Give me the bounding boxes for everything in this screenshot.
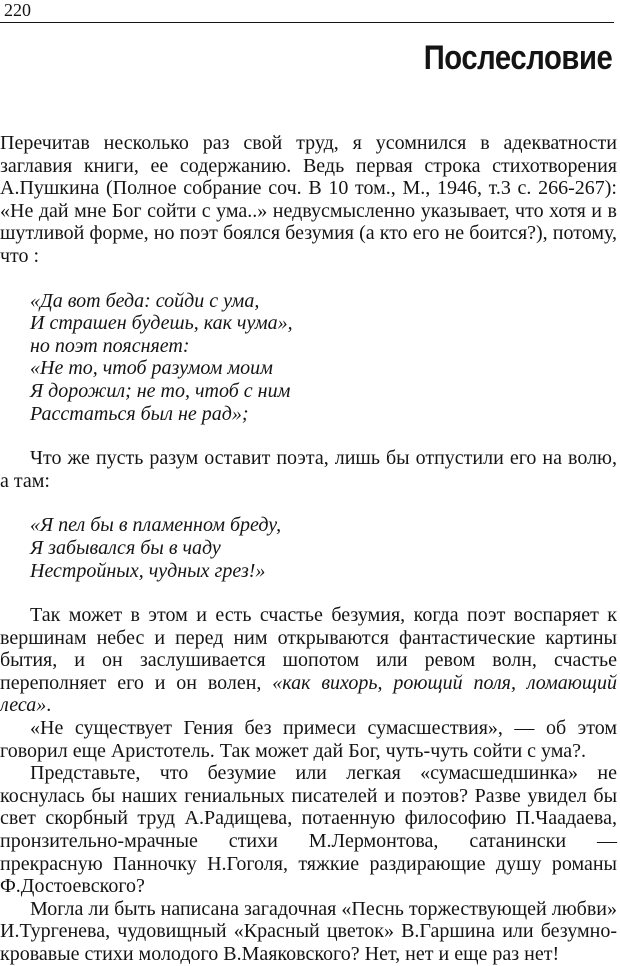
poem-line: но поэт поясняет: bbox=[30, 334, 190, 357]
poem-line: «Да вот беда: сойди с ума, bbox=[30, 289, 260, 312]
spacer bbox=[0, 582, 617, 604]
poem-quote-1 bbox=[0, 290, 617, 426]
poem-line: Я забывался бы в чаду bbox=[30, 536, 221, 559]
paragraph-3-quote: «как вихорь, роющий поля, ломающий леса» bbox=[0, 671, 617, 717]
chapter-title: Послесловие bbox=[423, 39, 612, 77]
paragraph-6: Могла ли быть написана загадочная «Песнь торжествующей любви» И.Тургенева, чудовищный «Красный цветок» В.Гаршина или безумно-кровавые стихи молодого В.Маяковского? Нет, нет и еще раз нет! bbox=[0, 897, 617, 965]
paragraph-3 bbox=[0, 604, 617, 717]
poem-line: Я дорожил; не то, чтоб с ним bbox=[30, 379, 291, 402]
poem-line: И страшен будешь, как чума», bbox=[30, 312, 293, 335]
poem-line: Нестройных, чудных грез!» bbox=[30, 559, 266, 582]
paragraph-3-text: Так может в этом и есть счастье безумия, когда поэт воспаряет к вершинам небес и перед ним открываются фантастические картины бытия, и он заслушивается шопотом или ревом волн, счастье переполняет его и он волен, bbox=[0, 604, 617, 694]
poem-line: «Не то, чтоб разумом моим bbox=[30, 357, 273, 380]
spacer bbox=[0, 492, 617, 514]
paragraph-intro: Перечитав несколько раз свой труд, я усомнился в адекватности заглавия книги, ее содержанию. Ведь первая строка стихотворения А.Пушкина (Полное собрание соч. В 10 том., М., 1946, т.3 с. 266-267): «Не дай мне Бог сойти с ума..» недвусмысленно указывает, что хотя и в шутливой форме, но поэт боялся безумия (а кто его не боится?), потому, что : bbox=[0, 132, 617, 267]
body-text bbox=[0, 132, 617, 966]
poem-line: «Я пел бы в пламенном бреду, bbox=[30, 514, 282, 537]
spacer bbox=[0, 425, 617, 447]
poem-quote-2 bbox=[0, 514, 617, 582]
paragraph-3-end: . bbox=[46, 694, 52, 717]
paragraph-5: Представьте, что безумие или легкая «сумасшедшинка» не коснулась бы наших гениальных писателей и поэтов? Разве увидел бы свет скорбный труд А.Радищева, потаенную философию П.Чаадаева, пронзительно-мрачные стихи М.Лермонтова, сатанински — прекрасную Панночку Н.Гоголя, тяжкие раздирающие душу романы Ф.Достоевского? bbox=[0, 762, 617, 898]
spacer bbox=[0, 268, 617, 290]
header-rule bbox=[0, 22, 614, 23]
poem-line: Расстаться был не рад»; bbox=[30, 402, 249, 425]
page-number: 220 bbox=[4, 0, 31, 20]
paragraph-4: «Не существует Гения без примеси сумасшествия», — об этом говорил еще Аристотель. Так может дай Бог, чуть-чуть сойти с ума?. bbox=[0, 717, 617, 762]
paragraph-2: Что же пусть разум оставит поэта, лишь бы отпустили его на волю, а там: bbox=[0, 447, 617, 492]
